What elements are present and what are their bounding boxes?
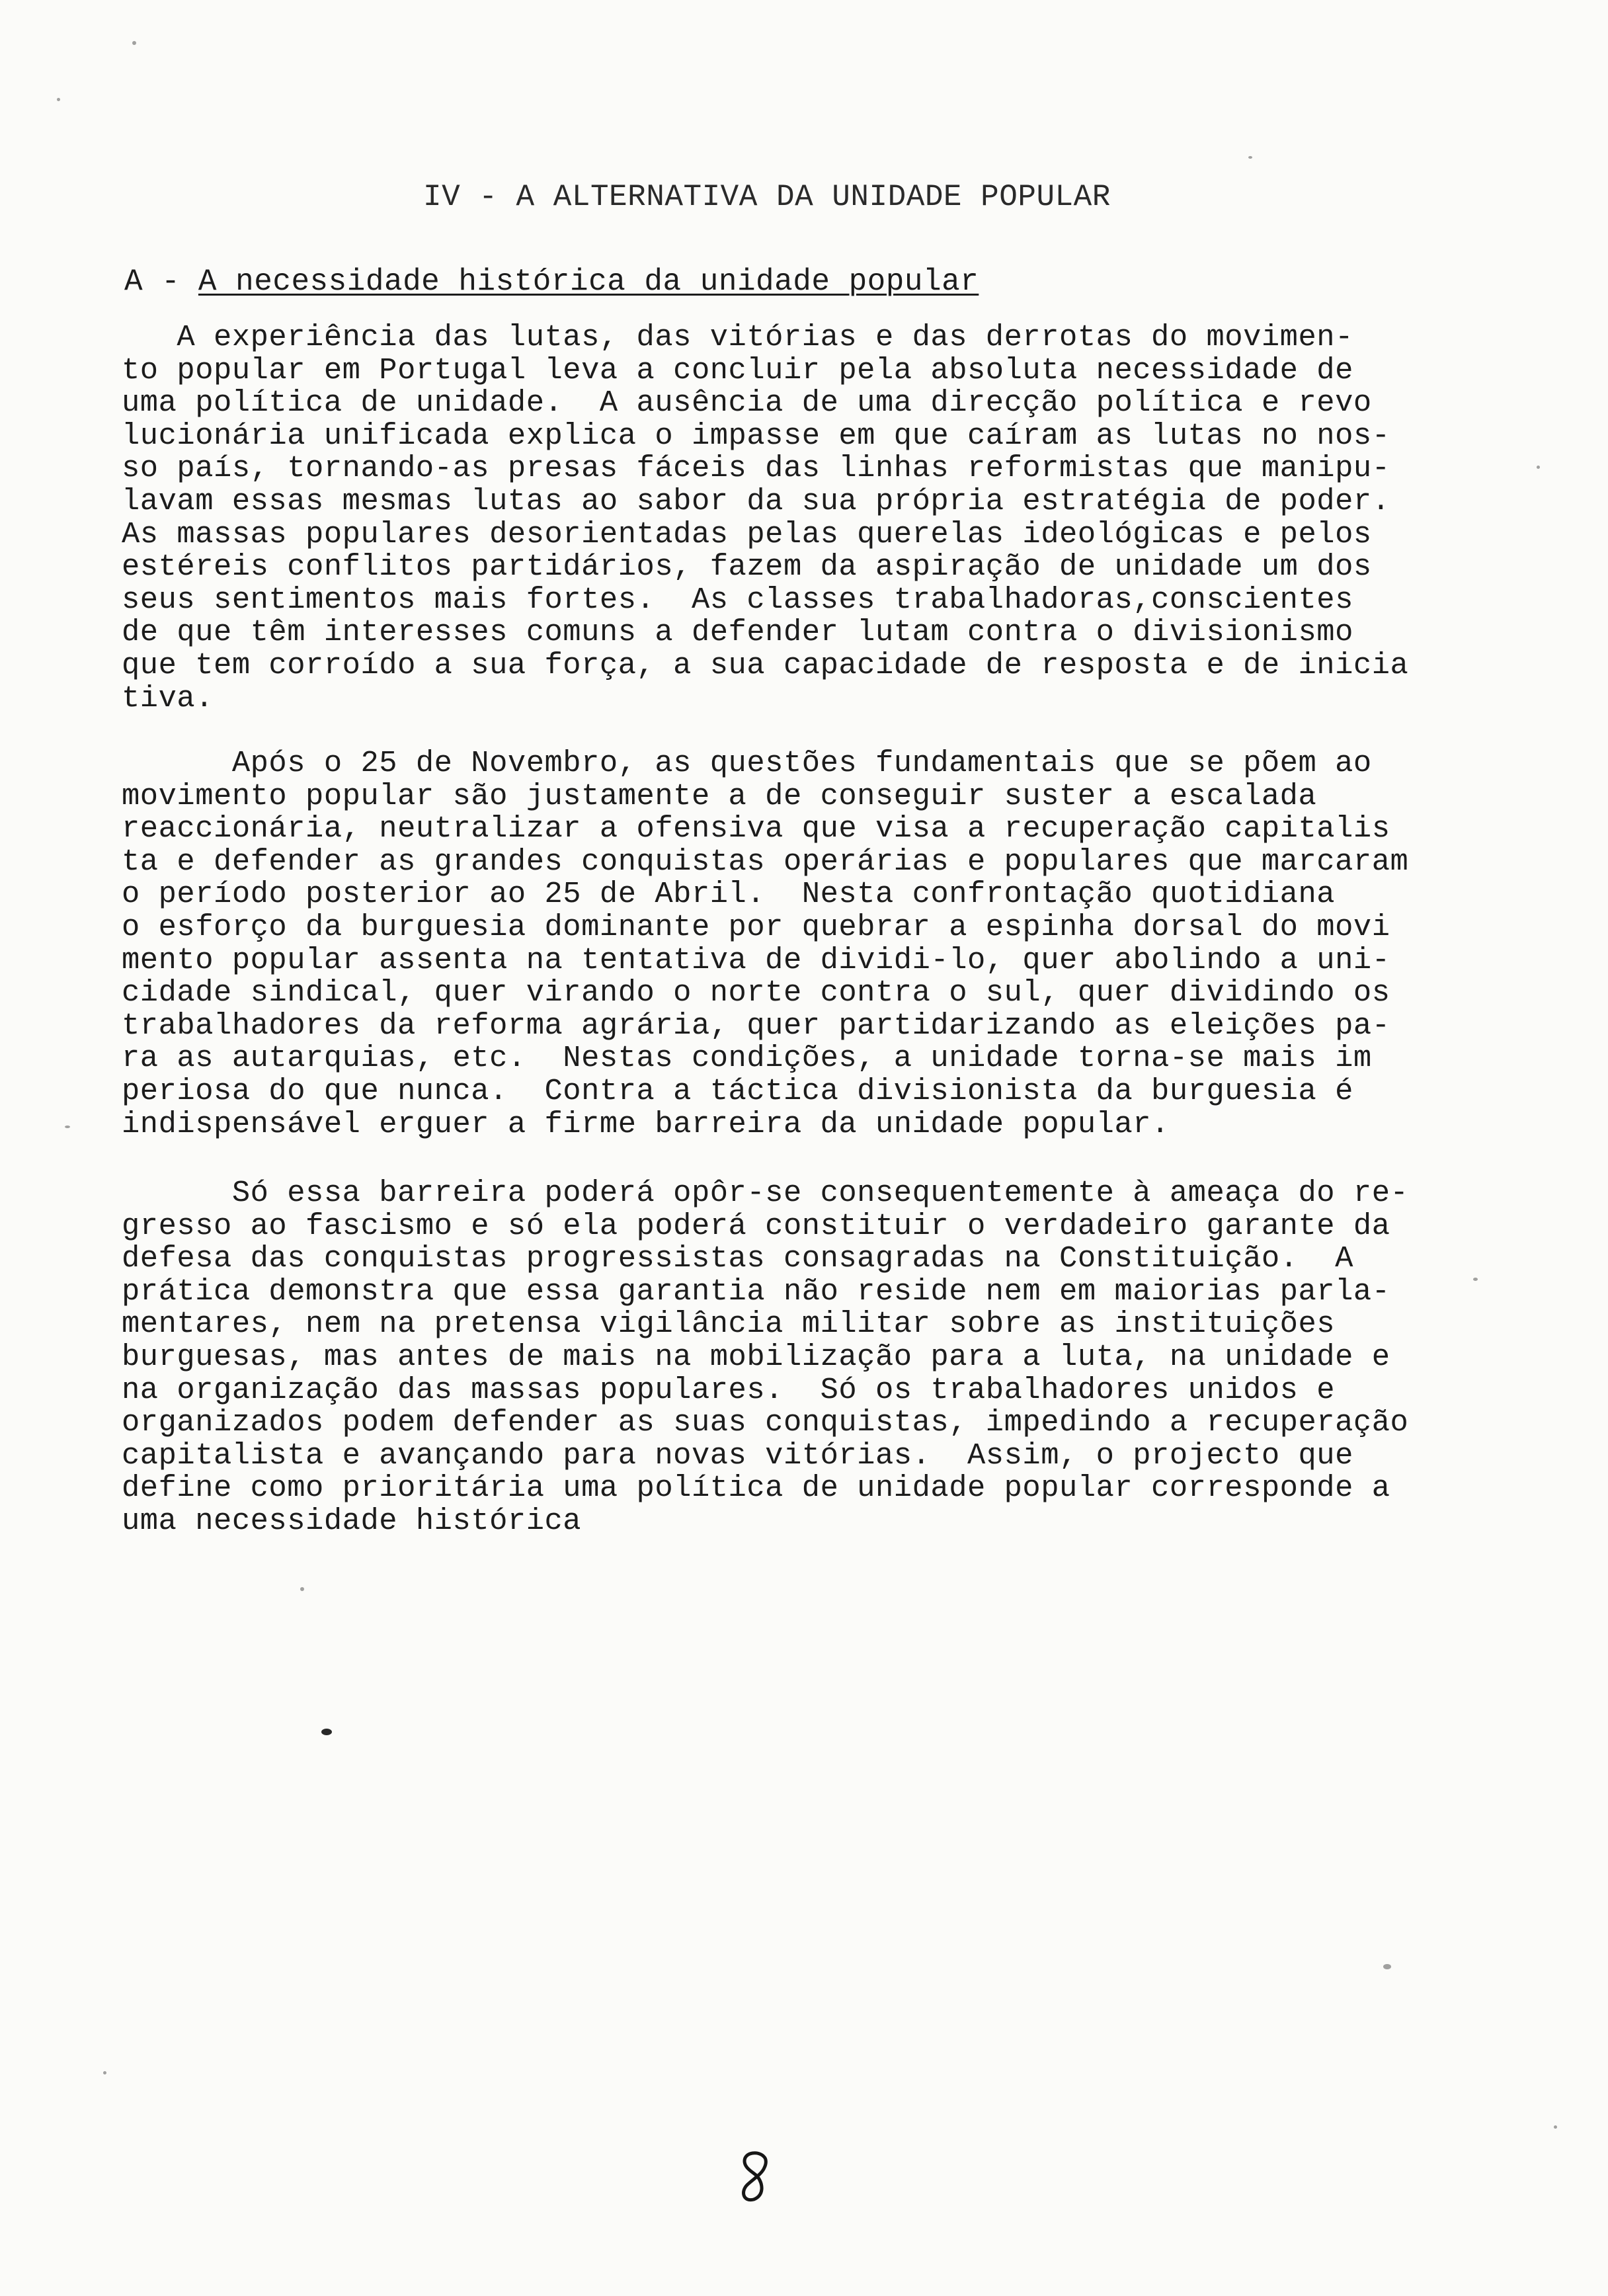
text-line: mento popular assenta na tentativa de dividi-lo, quer abolindo a uni-: [122, 942, 1390, 977]
text-line: de que têm interesses comuns a defender lutam contra o divisionismo: [122, 615, 1353, 650]
section-title: A necessidade histórica da unidade popular: [198, 265, 979, 299]
section-heading: [124, 263, 979, 300]
scan-speck: [65, 1126, 70, 1128]
text-line: lucionária unificada explica o impasse em que caíram as lutas no nos-: [122, 418, 1390, 453]
text-line: defesa das conquistas progressistas consagradas na Constituição. A: [122, 1241, 1353, 1276]
scan-speck: [132, 41, 136, 45]
page-number-handwritten: [735, 2148, 775, 2207]
scan-speck: [300, 1587, 304, 1591]
paragraph-2: [122, 747, 1548, 1141]
text-line: uma política de unidade. A ausência de uma direcção política e revo: [122, 386, 1372, 421]
scan-speck: [1554, 2125, 1557, 2129]
text-line: o período posterior ao 25 de Abril. Nesta confrontação quotidiana: [122, 877, 1336, 912]
text-line: estéreis conflitos partidários, fazem da aspiração de unidade um dos: [122, 550, 1372, 585]
text-line: burguesas, mas antes de mais na mobilização para a luta, na unidade e: [122, 1339, 1390, 1374]
text-line: so país, tornando-as presas fáceis das linhas reformistas que manipu-: [122, 451, 1390, 486]
text-line: As massas populares desorientadas pelas querelas ideológicas e pelos: [122, 516, 1372, 552]
text-line: indispensável erguer a firme barreira da unidade popular.: [122, 1106, 1170, 1141]
section-prefix: A -: [124, 265, 181, 299]
text-line: ra as autarquias, etc. Nestas condições, a unidade torna-se mais im: [122, 1041, 1372, 1076]
text-line: cidade sindical, quer virando o norte contra o sul, quer dividindo os: [122, 975, 1390, 1010]
chapter-title: IV - A ALTERNATIVA DA UNIDADE POPULAR: [423, 180, 1111, 214]
text-line: capitalista e avançando para novas vitórias. Assim, o projecto que: [122, 1438, 1353, 1473]
text-line: Só essa barreira poderá opôr-se consequentemente à ameaça do re-: [122, 1176, 1409, 1210]
scan-speck: [103, 2071, 106, 2074]
text-line: prática demonstra que essa garantia não reside nem em maiorias parla-: [122, 1274, 1390, 1309]
scan-speck: [1383, 1964, 1391, 1969]
text-line: que tem corroído a sua força, a sua capacidade de resposta e de inicia: [122, 647, 1409, 682]
scan-speck: [1473, 1278, 1478, 1281]
text-line: movimento popular são justamente a de conseguir suster a escalada: [122, 778, 1317, 813]
text-line: uma necessidade histórica: [122, 1503, 582, 1538]
text-line: o esforço da burguesia dominante por quebrar a espinha dorsal do movi: [122, 909, 1390, 944]
paragraph-1: [122, 321, 1548, 715]
scan-speck: [57, 98, 60, 101]
text-line: seus sentimentos mais fortes. As classes trabalhadoras,conscientes: [122, 582, 1353, 617]
text-line: periosa do que nunca. Contra a táctica divisionista da burguesia é: [122, 1073, 1353, 1108]
text-line: A experiência das lutas, das vitórias e das derrotas do movimen-: [122, 320, 1353, 354]
text-line: tiva.: [122, 680, 214, 716]
text-line: to popular em Portugal leva a concluir pela absoluta necessidade de: [122, 352, 1353, 388]
text-line: reaccionária, neutralizar a ofensiva que visa a recuperação capitalis: [122, 811, 1390, 846]
scan-speck: [1537, 466, 1540, 469]
text-line: ta e defender as grandes conquistas operárias e populares que marcaram: [122, 844, 1409, 879]
text-line: gresso ao fascismo e só ela poderá constituir o verdadeiro garante da: [122, 1208, 1390, 1243]
text-line: organizados podem defender as suas conquistas, impedindo a recuperação: [122, 1405, 1409, 1440]
text-line: define como prioritária uma política de unidade popular corresponde a: [122, 1471, 1390, 1506]
text-line: trabalhadores da reforma agrária, quer partidarizando as eleições pa-: [122, 1008, 1390, 1043]
text-line: lavam essas mesmas lutas ao sabor da sua própria estratégia de poder.: [122, 483, 1390, 518]
text-line: Após o 25 de Novembro, as questões fundamentais que se põem ao: [122, 746, 1372, 780]
paragraph-3: [122, 1177, 1548, 1538]
text-line: mentares, nem na pretensa vigilância militar sobre as instituições: [122, 1307, 1336, 1342]
scan-speck: [1248, 156, 1252, 159]
scan-speck: [321, 1729, 332, 1735]
text-line: na organização das massas populares. Só os trabalhadores unidos e: [122, 1372, 1336, 1407]
